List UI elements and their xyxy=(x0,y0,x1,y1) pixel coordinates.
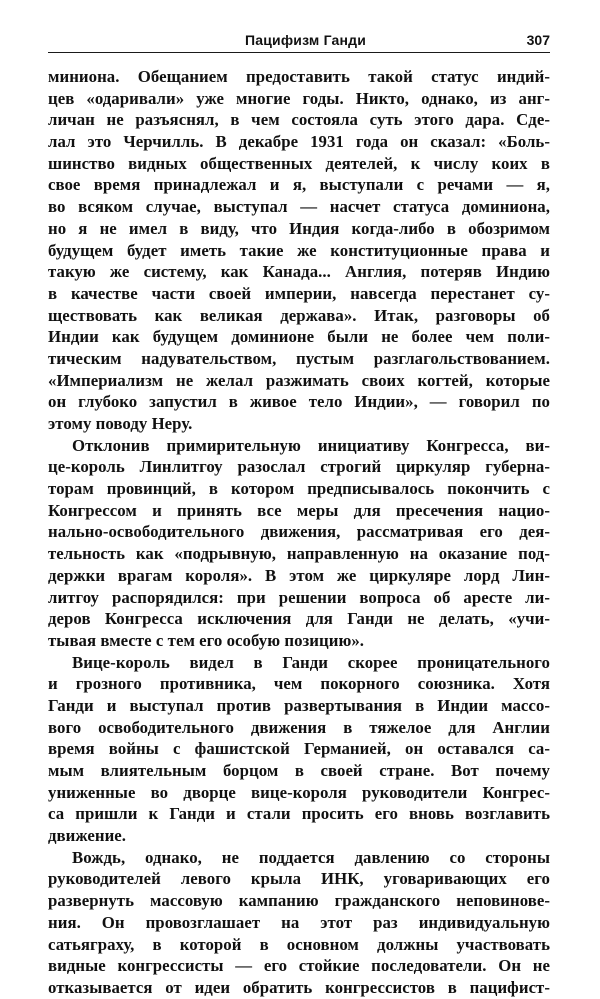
text-line: литгоу распорядился: при решении вопроса об аресте ли- xyxy=(48,587,550,607)
text-line: ществовать как великая держава». Итак, разговоры об xyxy=(48,305,550,325)
text-line: Вице-король видел в Ганди скорее проницательного xyxy=(72,652,550,672)
page-header xyxy=(48,30,550,53)
text-line: движение. xyxy=(48,826,127,846)
text-line: отказывается от идеи обратить конгрессистов в пацифист- xyxy=(48,977,550,997)
text-line: держки врагам короля». В этом же циркуляре лорд Лин- xyxy=(48,565,550,585)
text-line: Конгрессом и принять все меры для пресечения нацио- xyxy=(48,500,550,520)
text-line: но я не имел в виду, что Индия когда-либо в обозримом xyxy=(48,218,550,238)
body-text xyxy=(48,66,550,999)
text-line: Вождь, однако, не поддается давлению со стороны xyxy=(72,847,550,867)
text-line: тельность как «подрывную, направленную на оказание под- xyxy=(48,544,550,564)
text-line: тическим надувательством, пустым разглагольствованием. xyxy=(48,348,550,368)
text-line: торам провинций, в котором предписывалось покончить с xyxy=(48,479,550,499)
text-line: он глубоко запустил в живое тело Индии», — говорил по xyxy=(48,392,550,412)
text-line: и грозного противника, чем покорного союзника. Хотя xyxy=(48,674,550,694)
text-line: Ганди и выступал против развертывания в Индии массо- xyxy=(48,695,550,715)
text-line: руководителей левого крыла ИНК, уговаривающих его xyxy=(48,869,550,889)
text-line: время войны с фашистской Германией, он оставался са- xyxy=(48,739,550,759)
text-line: униженные во дворце вице-короля руководители Конгрес- xyxy=(48,782,550,802)
text-line: шинство видных общественных деятелей, к числу коих в xyxy=(48,153,550,173)
text-line: Индии как будущем доминионе были не более чем поли- xyxy=(48,327,550,347)
text-line: миниона. Обещанием предоставить такой статус индий- xyxy=(48,67,550,86)
text-line: це-король Линлитгоу разослал строгий циркуляр губерна- xyxy=(48,457,550,477)
text-line: сатьяграху, в которой в основном должны участвовать xyxy=(48,934,550,954)
text-line: будущем будет иметь такие же конституционные права и xyxy=(48,240,550,260)
text-line: ния. Он провозглашает на этот раз индивидуальную xyxy=(48,912,550,932)
text-line: такую же систему, как Канада... Англия, потеряв Индию xyxy=(48,262,550,282)
text-line: лал это Черчилль. В декабре 1931 года он сказал: «Боль- xyxy=(48,132,550,152)
text-line: свое время принадлежал и я, выступали с речами — я, xyxy=(48,175,550,195)
text-line: этому поводу Неру. xyxy=(48,414,193,433)
text-line: развернуть массовую кампанию гражданского неповинове- xyxy=(48,891,550,911)
text-line: мым влиятельным борцом в своей стране. Вот почему xyxy=(48,761,550,780)
text-line: Отклонив примирительную инициативу Конгресса, ви- xyxy=(72,435,550,455)
text-line: во всяком случае, выступал — насчет статуса доминиона, xyxy=(48,197,550,217)
running-title: Пацифизм Ганди xyxy=(245,32,367,48)
text-line: вого освободительного движения в тяжелое для Англии xyxy=(48,717,550,737)
text-line: нально-освободительного движения, рассматривая его дея- xyxy=(48,522,550,542)
text-line: цев «одаривали» уже многие годы. Никто, однако, из анг- xyxy=(48,88,550,108)
text-line: деров Конгресса исключения для Ганди не делать, «учи- xyxy=(48,609,550,629)
page-number: 307 xyxy=(526,32,550,48)
text-line: видные конгрессисты — его стойкие последователи. Он не xyxy=(48,956,550,976)
text-line: личан не разъяснял, в чем состояла суть этого дара. Сде- xyxy=(48,110,550,130)
text-line: в качестве части своей империи, навсегда перестанет су- xyxy=(48,283,550,303)
text-line: са пришли к Ганди и стали просить его вновь возглавить xyxy=(48,804,550,824)
text-line: «Империализм не желал разжимать своих когтей, которые xyxy=(48,370,550,390)
text-line: тывая вместе с тем его особую позицию». xyxy=(48,630,365,650)
